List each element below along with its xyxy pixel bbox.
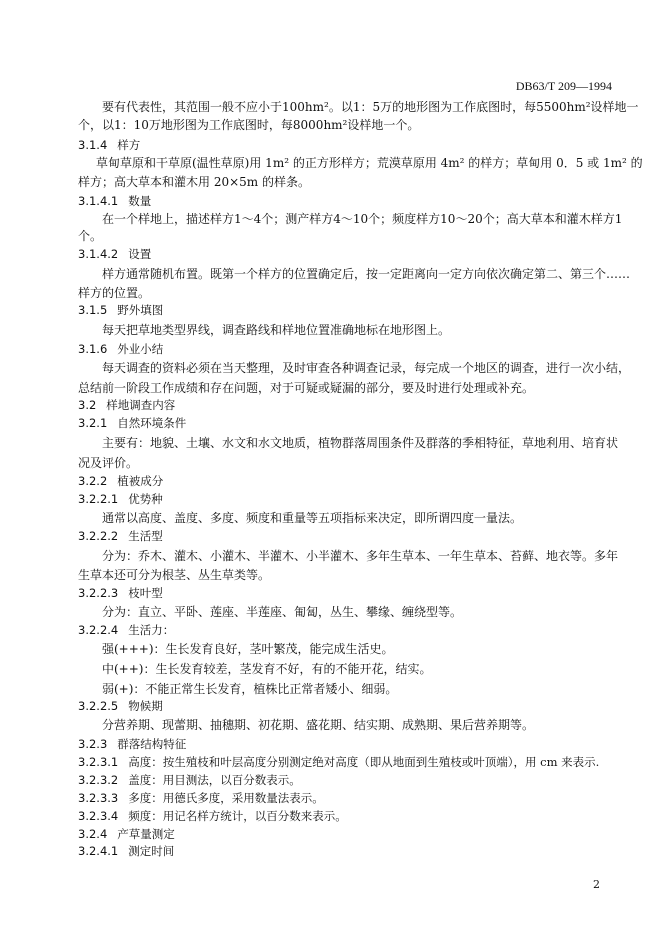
section-heading: 3.1.5 野外填图 bbox=[78, 303, 164, 317]
section-heading: 3.2.2 植被成分 bbox=[78, 474, 164, 488]
numbered-item: 3.2.3.1 高度：按生殖枝和叶层高度分别测定绝对高度（即从地面到生殖枝或叶顶端），用 cm 来表示. bbox=[78, 755, 600, 769]
section-heading: 3.2.2.3 枝叶型 bbox=[78, 586, 163, 600]
body-text: 生草本还可分为根茎、丛生草类等。 bbox=[78, 568, 271, 582]
body-text: 分为：乔木、灌木、小灌木、半灌木、小半灌木、多年生草本、一年生草本、苔藓、地衣等。多年 bbox=[102, 549, 619, 563]
standard-code: DB63/T 209—1994 bbox=[515, 79, 612, 93]
section-heading: 3.1.4.2 设置 bbox=[78, 247, 152, 261]
section-heading: 3.1.6 外业小结 bbox=[78, 342, 164, 356]
body-text: 分营养期、现蕾期、抽穗期、初花期、盛花期、结实期、成熟期、果后营养期等。 bbox=[102, 718, 535, 732]
body-text: 个，以1：10万地形图为工作底图时，每8000hm²设样地一个。 bbox=[78, 118, 420, 132]
body-text: 况及评价。 bbox=[78, 456, 139, 470]
section-heading: 3.2.2.2 生活型 bbox=[78, 529, 163, 543]
body-text: 在一个样地上，描述样方1～4个；测产样方4～10个；频度样方10～20个；高大草本和灌木样方1 bbox=[102, 212, 623, 226]
body-text: 样方通常随机布置。既第一个样方的位置确定后，按一定距离向一定方向依次确定第二、第三个…… bbox=[102, 267, 631, 281]
section-heading: 3.2.4 产草量测定 bbox=[78, 827, 175, 841]
section-heading: 3.2.3 群落结构特征 bbox=[78, 737, 187, 751]
body-text: 草甸草原和干草原(温性草原)用 1m² 的正方形样方；荒漠草原用 4m² 的样方；草甸用 0．5 或 1m² 的 bbox=[96, 156, 643, 170]
numbered-item: 3.2.3.3 多度：用德氏多度，采用数量法表示。 bbox=[78, 791, 324, 805]
body-text: 要有代表性，其范围一般不应小于100hm²。以1：5万的地形图为工作底图时，每5500hm²设样地一 bbox=[102, 100, 639, 114]
body-text: 样方；高大草本和灌木用 20×5m 的样条。 bbox=[78, 175, 310, 189]
section-heading: 3.2.2.4 生活力： bbox=[78, 623, 175, 637]
body-text: 弱(+)：不能正常生长发育，植株比正常者矮小、细弱。 bbox=[102, 682, 398, 696]
body-text: 分为：直立、平卧、莲座、半莲座、匍匐，丛生、攀缘、缠绕型等。 bbox=[102, 605, 463, 619]
numbered-item: 3.2.3.4 频度：用记名样方统计，以百分数来表示。 bbox=[78, 809, 347, 823]
numbered-item: 3.2.3.2 盖度：用目测法，以百分数表示。 bbox=[78, 773, 301, 787]
section-heading: 3.1.4.1 数量 bbox=[78, 194, 152, 208]
section-heading: 3.2.2.5 物候期 bbox=[78, 699, 163, 713]
body-text: 总结前一阶段工作成绩和存在问题，对于可疑或疑漏的部分，要及时进行处理或补充。 bbox=[78, 381, 535, 395]
section-heading: 3.2 样地调查内容 bbox=[78, 398, 176, 412]
section-heading: 3.2.4.1 测定时间 bbox=[78, 844, 175, 858]
body-text: 强(+++)：生长发育良好，茎叶繁茂，能完成生活史。 bbox=[102, 642, 394, 656]
page-number: 2 bbox=[593, 878, 600, 891]
section-heading: 3.2.1 自然环境条件 bbox=[78, 416, 187, 430]
body-text: 主要有：地貌、土壤、水文和水文地质，植物群落周围条件及群落的季相特征，草地利用、培育状 bbox=[102, 436, 619, 450]
body-text: 通常以高度、盖度、多度、频度和重量等五项指标来决定，即所谓四度一量法。 bbox=[102, 511, 523, 525]
body-text: 个。 bbox=[78, 229, 103, 243]
body-text: 样方的位置。 bbox=[78, 286, 151, 300]
section-heading: 3.1.4 样方 bbox=[78, 138, 141, 152]
section-heading: 3.2.2.1 优势种 bbox=[78, 492, 163, 506]
body-text: 每天把草地类型界线，调查路线和样地位置准确地标在地形图上。 bbox=[102, 323, 451, 337]
body-text: 每天调查的资料必须在当天整理，及时审查各种调查记录，每完成一个地区的调查，进行一次小结， bbox=[102, 361, 631, 375]
body-text: 中(++)：生长发育较差，茎发育不好，有的不能开花，结实。 bbox=[102, 662, 432, 676]
